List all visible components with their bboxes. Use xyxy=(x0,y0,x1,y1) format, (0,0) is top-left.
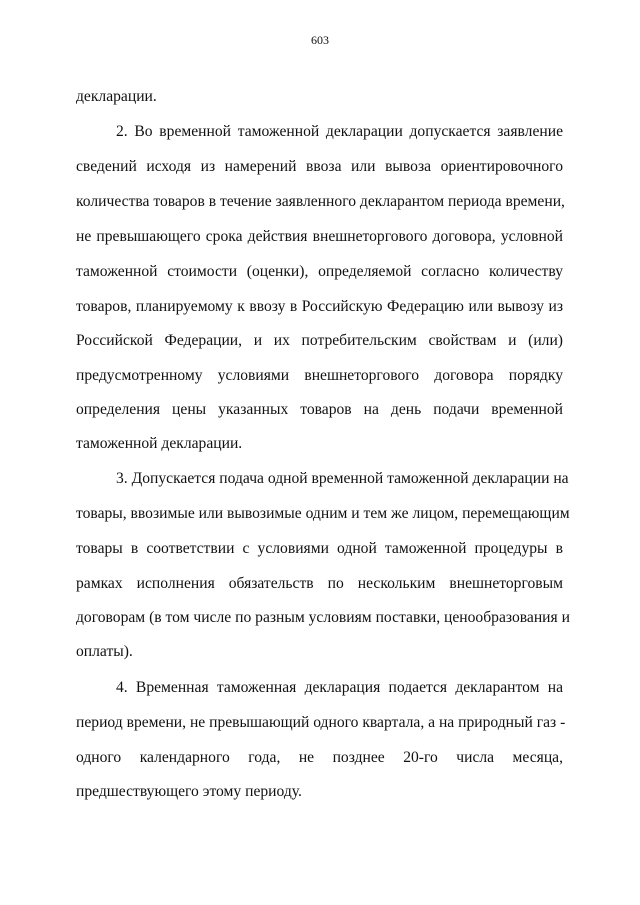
text-line: товаров, планируемому к ввозу в Российскую Федерацию или вывозу из xyxy=(76,298,563,315)
text-line: договорам (в том числе по разным условиям поставки, ценообразования и xyxy=(76,609,570,626)
text-line: период времени, не превышающий одного квартала, а на природный газ - xyxy=(76,714,566,731)
text-line: предшествующего этому периоду. xyxy=(76,783,302,800)
text-line: таможенной декларации. xyxy=(76,435,243,452)
text-line: не превышающего срока действия внешнеторгового договора, условной xyxy=(76,228,563,245)
text-line: оплаты). xyxy=(76,643,133,660)
text-line: Российской Федерации, и их потребительским свойствам и (или) xyxy=(76,332,563,349)
paragraph-2-first-line: 2. Во временной таможенной декларации допускается заявление xyxy=(116,123,563,140)
paragraph-3-first-line: 3. Допускается подача одной временной таможенной декларации на xyxy=(116,470,569,487)
page-number: 603 xyxy=(311,33,329,47)
paragraph-4-first-line: 4. Временная таможенная декларация подается декларантом на xyxy=(116,679,563,696)
text-line: количества товаров в течение заявленного декларантом периода времени, xyxy=(76,193,565,210)
text-line: товары в соответствии с условиями одной таможенной процедуры в xyxy=(76,540,563,557)
text-line: сведений исходя из намерений ввоза или вывоза ориентировочного xyxy=(76,158,563,175)
text-line: товары, ввозимые или вывозимые одним и тем же лицом, перемещающим xyxy=(76,505,570,522)
text-line: таможенной стоимости (оценки), определяемой согласно количеству xyxy=(76,263,563,280)
text-line: рамках исполнения обязательств по нескольким внешнеторговым xyxy=(76,575,563,592)
text-line: декларации. xyxy=(76,88,157,105)
text-line: определения цены указанных товаров на день подачи временной xyxy=(76,401,563,418)
text-line: предусмотренному условиями внешнеторгового договора порядку xyxy=(76,367,563,384)
text-line: одного календарного года, не позднее 20-го числа месяца, xyxy=(76,749,563,766)
